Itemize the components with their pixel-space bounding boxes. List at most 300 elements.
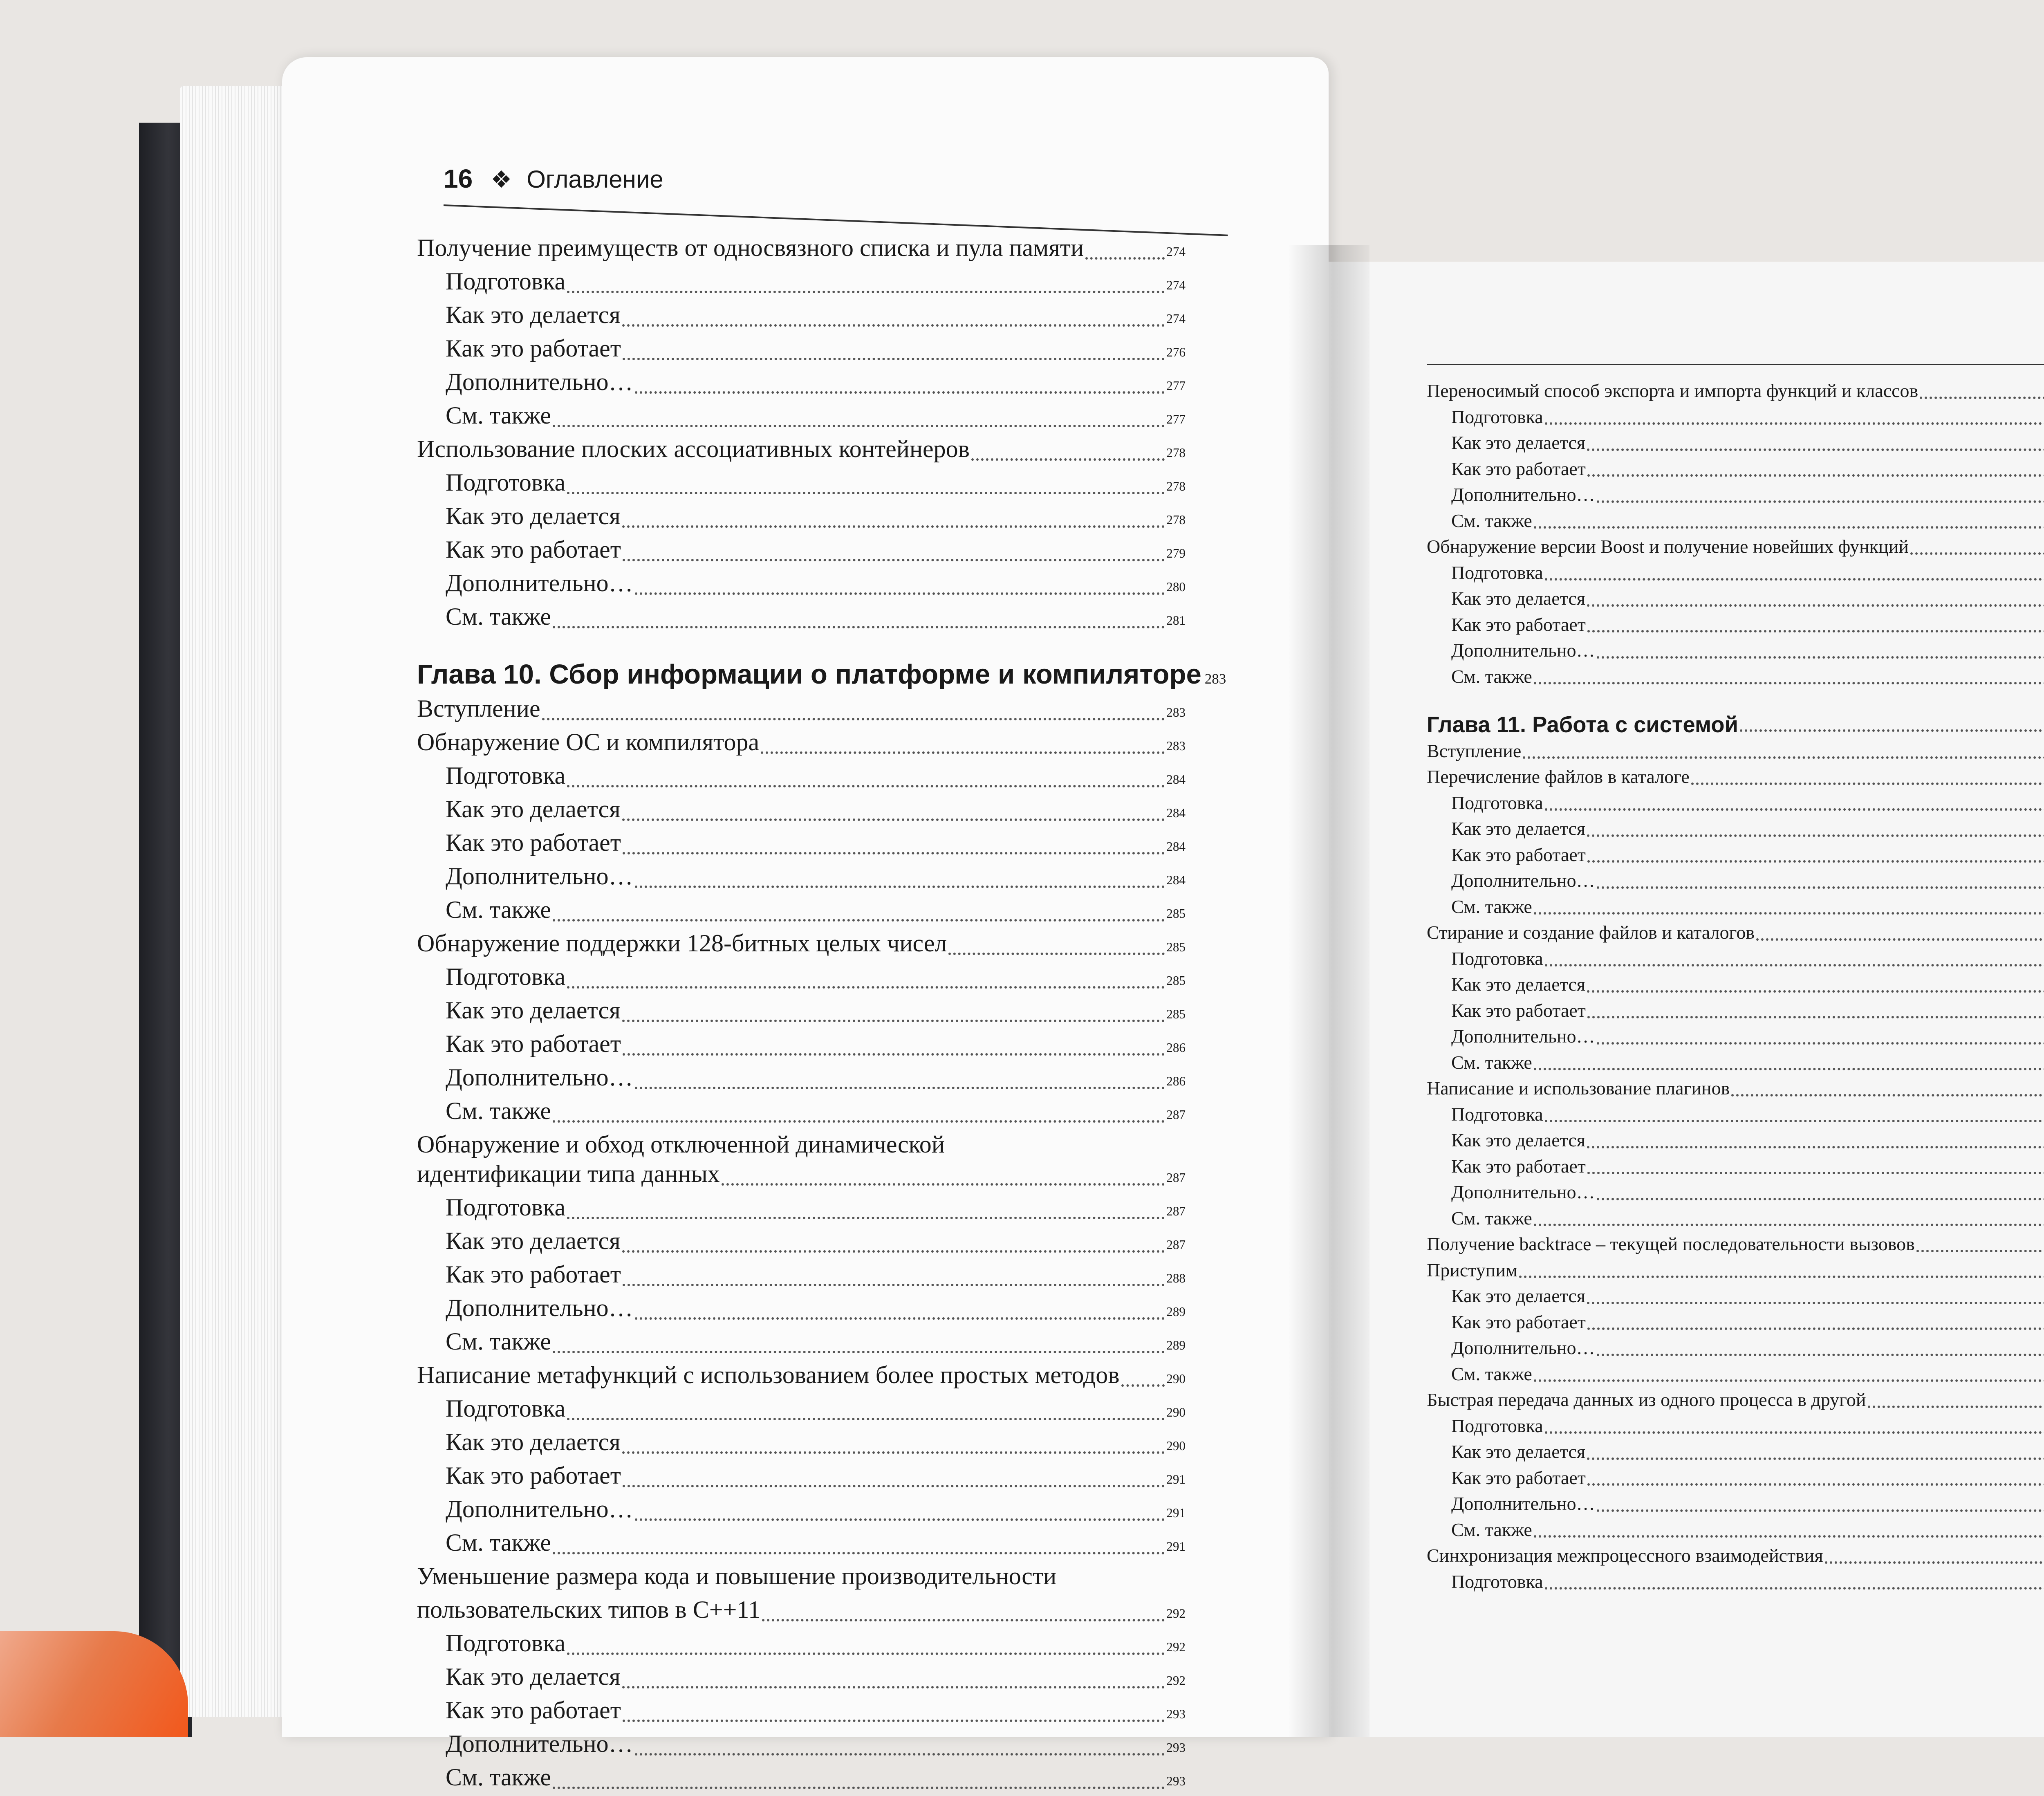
dot-leader <box>623 559 1165 561</box>
toc-entry-title: Как это работает <box>446 1029 621 1058</box>
toc-entry-title: Как это делается <box>446 1662 621 1691</box>
dot-leader <box>622 1250 1165 1253</box>
dot-leader <box>635 1317 1165 1320</box>
toc-subsection-entry <box>417 1260 1186 1293</box>
dot-leader <box>1691 783 2044 785</box>
toc-section-entry <box>1427 764 2044 790</box>
toc-subsection-entry <box>1427 1128 2044 1154</box>
ornament-icon: ❖ <box>491 166 512 193</box>
toc-subsection-entry <box>1427 664 2044 690</box>
toc-entry-page: 285 <box>1166 1000 1186 1029</box>
toc-entry-title: Дополнительно… <box>1451 1335 1595 1361</box>
dot-leader <box>1534 1535 2044 1538</box>
toc-subsection-entry <box>417 1293 1186 1327</box>
toc-entry-title: См. также <box>446 895 551 924</box>
toc-entry-page: 274 <box>1166 237 1186 267</box>
toc-entry-page: 292 <box>1166 1599 1186 1628</box>
toc-entry-page: 284 <box>1166 765 1186 794</box>
toc-section-entry <box>1427 1231 2044 1258</box>
toc-subsection-entry <box>1427 508 2044 534</box>
toc-entry-title: См. также <box>446 602 551 631</box>
toc-entry-page: 288 <box>1166 1264 1186 1293</box>
toc-entry-title: Как это делается <box>1451 816 1585 841</box>
toc-subsection-entry <box>1427 972 2044 998</box>
toc-entry-title: Синхронизация межпроцессного взаимодействия <box>1427 1543 1823 1568</box>
toc-subsection-entry <box>1427 1335 2044 1361</box>
thumb <box>0 1631 188 1737</box>
toc-subsection-entry <box>417 300 1186 334</box>
toc-entry-title: Подготовка <box>1451 1102 1543 1127</box>
toc-subsection-entry <box>417 1226 1186 1260</box>
left-page-header <box>444 164 663 194</box>
dot-leader <box>1523 756 2044 759</box>
dot-leader <box>623 1053 1165 1056</box>
toc-entry-page: 291 <box>1166 1532 1186 1561</box>
toc-entry-title: Дополнительно… <box>1451 1491 1595 1516</box>
toc-entry-title: Как это работает <box>1451 612 1586 637</box>
left-toc-list <box>417 233 1186 1796</box>
toc-entry-page: 274 <box>1166 271 1186 300</box>
toc-entry-title: Как это работает <box>1451 456 1586 482</box>
toc-section-entry <box>417 1561 1186 1595</box>
dot-leader <box>761 751 1165 754</box>
toc-entry-page: 289 <box>1166 1331 1186 1360</box>
toc-entry-title: Вступление <box>417 694 540 723</box>
left-header-rule <box>444 204 1228 236</box>
toc-subsection-entry <box>1427 1361 2044 1388</box>
dot-leader <box>1545 1587 2044 1590</box>
dot-leader <box>553 1787 1165 1789</box>
toc-entry-page: 290 <box>1166 1398 1186 1427</box>
toc-entry-title: См. также <box>1451 1206 1532 1231</box>
toc-subsection-entry <box>1427 1517 2044 1543</box>
book-gutter-shadow <box>1288 245 1369 1737</box>
toc-subsection-entry <box>417 1461 1186 1494</box>
toc-entry-page: 274 <box>1166 304 1186 334</box>
toc-entry-title: Как это работает <box>1451 1309 1586 1335</box>
toc-subsection-entry <box>1427 456 2044 482</box>
toc-entry-title: Глава 10. Сбор информации о платформе и компиляторе <box>417 660 1201 689</box>
dot-leader <box>553 1120 1165 1123</box>
toc-section-entry <box>1427 1076 2044 1102</box>
dot-leader <box>1534 912 2044 915</box>
dot-leader <box>1587 1172 2044 1174</box>
toc-subsection-entry <box>417 1628 1186 1662</box>
toc-entry-title: Как это работает <box>446 1461 621 1490</box>
toc-subsection-entry <box>1427 482 2044 508</box>
dot-leader <box>1740 729 2044 732</box>
right-page <box>1329 262 2044 1737</box>
toc-entry-title: Как это работает <box>1451 1154 1586 1179</box>
toc-section-entry <box>1427 1258 2044 1284</box>
toc-entry-page: 280 <box>1166 572 1186 602</box>
toc-entry-title: Подготовка <box>1451 946 1543 971</box>
toc-entry-title: Обнаружение и обход отключенной динамической <box>417 1130 945 1159</box>
toc-entry-page: 293 <box>1166 1767 1186 1796</box>
toc-entry-page: 293 <box>1166 1700 1186 1729</box>
toc-entry-title: Подготовка <box>1451 560 1543 585</box>
dot-leader <box>722 1183 1165 1186</box>
toc-entry-page: 278 <box>1166 505 1186 535</box>
toc-entry-page: 277 <box>1166 405 1186 434</box>
toc-entry-page: 283 <box>1166 731 1186 761</box>
toc-section-entry <box>417 727 1186 761</box>
toc-subsection-entry <box>417 334 1186 367</box>
toc-entry-title: Как это делается <box>446 1427 621 1457</box>
dot-leader <box>553 425 1165 427</box>
toc-subsection-entry <box>1427 612 2044 638</box>
toc-entry-page: 291 <box>1166 1498 1186 1528</box>
toc-subsection-entry <box>417 761 1186 794</box>
toc-subsection-entry <box>1427 868 2044 894</box>
dot-leader <box>1545 1431 2044 1434</box>
toc-subsection-entry <box>1427 1439 2044 1465</box>
dot-leader <box>1587 834 2044 837</box>
toc-entry-title: Использование плоских ассоциативных контейнеров <box>417 434 970 464</box>
toc-subsection-entry <box>1427 1024 2044 1050</box>
dot-leader <box>1587 1483 2044 1486</box>
toc-subsection-entry <box>417 401 1186 434</box>
toc-subsection-entry <box>1427 1569 2044 1595</box>
dot-leader <box>622 525 1165 528</box>
toc-subsection-entry <box>417 962 1186 996</box>
toc-entry-title: Быстрая передача данных из одного процесса в другой <box>1427 1387 1866 1413</box>
toc-entry-page: 287 <box>1166 1100 1186 1130</box>
toc-section-entry <box>417 1595 1186 1628</box>
toc-subsection-entry <box>1427 998 2044 1024</box>
toc-entry-title: Как это делается <box>1451 1283 1585 1309</box>
toc-entry-title: Дополнительно… <box>446 1494 633 1524</box>
toc-entry-title: См. также <box>446 1528 551 1557</box>
dot-leader <box>622 1451 1165 1454</box>
toc-subsection-entry <box>417 267 1186 300</box>
toc-entry-title: идентификации типа данных <box>417 1159 720 1188</box>
toc-entry-page: 292 <box>1166 1666 1186 1695</box>
toc-subsection-entry <box>1427 842 2044 868</box>
toc-entry-page: 286 <box>1166 1067 1186 1096</box>
dot-leader <box>1587 474 2044 477</box>
toc-section-entry <box>1427 920 2044 946</box>
dot-leader <box>635 1518 1165 1521</box>
toc-section-entry <box>417 1130 1186 1159</box>
toc-entry-page: 285 <box>1166 933 1186 962</box>
toc-entry-title: Как это работает <box>446 1260 621 1289</box>
toc-subsection-entry <box>1427 1491 2044 1517</box>
toc-subsection-entry <box>417 1327 1186 1360</box>
dot-leader <box>542 718 1165 720</box>
toc-subsection-entry <box>1427 816 2044 842</box>
dot-leader <box>1868 1406 2044 1408</box>
toc-entry-page: 283 <box>1166 698 1186 727</box>
toc-section-entry <box>417 1360 1186 1394</box>
toc-subsection-entry <box>417 501 1186 535</box>
dot-leader <box>567 1418 1165 1420</box>
dot-leader <box>1587 448 2044 451</box>
dot-leader <box>1597 656 2044 659</box>
toc-entry-title: Как это работает <box>446 828 621 857</box>
dot-leader <box>1916 1250 2044 1252</box>
toc-entry-title: Получение backtrace – текущей последовательности вызовов <box>1427 1231 1915 1257</box>
toc-entry-title: Дополнительно… <box>446 367 633 397</box>
toc-subsection-entry <box>1427 790 2044 816</box>
dot-leader <box>1587 604 2044 607</box>
toc-entry-title: Дополнительно… <box>1451 868 1595 893</box>
toc-subsection-entry <box>1427 586 2044 612</box>
toc-subsection-entry <box>417 535 1186 568</box>
toc-entry-title: Глава 11. Работа с системой <box>1427 712 1738 738</box>
dot-leader <box>635 592 1165 595</box>
toc-entry-title: Перечисление файлов в каталоге <box>1427 764 1690 789</box>
toc-entry-page: 287 <box>1166 1163 1186 1193</box>
toc-subsection-entry <box>417 1528 1186 1561</box>
dot-leader <box>1545 422 2044 425</box>
toc-section-entry <box>417 694 1186 727</box>
dot-leader <box>1534 526 2044 529</box>
dot-leader <box>1534 1224 2044 1226</box>
toc-subsection-entry <box>417 602 1186 635</box>
dot-leader <box>567 291 1165 293</box>
toc-entry-title: Как это делается <box>1451 430 1585 455</box>
toc-entry-title: См. также <box>1451 894 1532 919</box>
toc-subsection-entry <box>417 468 1186 501</box>
dot-leader <box>1731 1094 2044 1096</box>
toc-entry-title: См. также <box>1451 1361 1532 1387</box>
dot-leader <box>1587 1016 2044 1018</box>
dot-leader <box>1085 257 1165 260</box>
toc-section-entry <box>417 928 1186 962</box>
toc-entry-page: 287 <box>1166 1230 1186 1260</box>
toc-entry-page: 278 <box>1166 438 1186 468</box>
toc-chapter-heading <box>1427 712 2044 738</box>
toc-subsection-entry <box>1427 1283 2044 1309</box>
toc-subsection-entry <box>417 1762 1186 1796</box>
toc-entry-page: 276 <box>1166 338 1186 367</box>
toc-entry-title: Как это работает <box>1451 1465 1586 1491</box>
toc-entry-title: Как это делается <box>1451 972 1585 997</box>
toc-subsection-entry <box>1427 894 2044 920</box>
toc-entry-title: Дополнительно… <box>1451 638 1595 663</box>
dot-leader <box>1587 1457 2044 1460</box>
dot-leader <box>762 1619 1165 1621</box>
dot-leader <box>1597 886 2044 889</box>
dot-leader <box>1597 1198 2044 1200</box>
dot-leader <box>1756 938 2044 941</box>
toc-subsection-entry <box>417 1063 1186 1096</box>
dot-leader <box>622 1020 1165 1022</box>
toc-entry-title: пользовательских типов в C++11 <box>417 1595 760 1624</box>
dot-leader <box>1587 1327 2044 1330</box>
left-page <box>282 57 1329 1737</box>
dot-leader <box>567 1652 1165 1655</box>
dot-leader <box>1545 1120 2044 1122</box>
dot-leader <box>1920 397 2044 399</box>
toc-subsection-entry <box>417 828 1186 861</box>
toc-entry-title: Приступим <box>1427 1258 1517 1283</box>
toc-subsection-entry <box>1427 1413 2044 1439</box>
toc-subsection-entry <box>417 568 1186 602</box>
toc-entry-title: Подготовка <box>1451 1569 1543 1594</box>
toc-entry-title: Как это делается <box>1451 1439 1585 1464</box>
dot-leader <box>1587 990 2044 993</box>
toc-entry-title: Стирание и создание файлов и каталогов <box>1427 920 1755 945</box>
toc-entry-title: Как это работает <box>1451 998 1586 1023</box>
dot-leader <box>553 626 1165 628</box>
dot-leader <box>1587 860 2044 863</box>
toc-entry-title: Дополнительно… <box>1451 482 1595 507</box>
toc-entry-title: Дополнительно… <box>446 1729 633 1758</box>
toc-section-entry <box>417 434 1186 468</box>
toc-entry-title: Подготовка <box>1451 790 1543 816</box>
toc-entry-page: 285 <box>1166 899 1186 928</box>
toc-subsection-entry <box>417 1427 1186 1461</box>
toc-entry-title: Написание и использование плагинов <box>1427 1076 1730 1101</box>
dot-leader <box>1597 1354 2044 1356</box>
toc-subsection-entry <box>417 794 1186 828</box>
dot-leader <box>1534 1068 2044 1070</box>
toc-subsection-entry <box>417 1494 1186 1528</box>
left-running-title: Оглавление <box>527 165 663 193</box>
toc-subsection-entry <box>417 1662 1186 1695</box>
dot-leader <box>1587 1302 2044 1304</box>
dot-leader <box>1121 1384 1165 1387</box>
dot-leader <box>623 1284 1165 1286</box>
toc-entry-title: Подготовка <box>446 1193 565 1222</box>
toc-entry-title: Дополнительно… <box>446 1293 633 1323</box>
toc-entry-page: 287 <box>1166 1197 1186 1226</box>
toc-entry-title: См. также <box>446 1096 551 1126</box>
toc-section-entry <box>417 1159 1186 1193</box>
dot-leader <box>1545 578 2044 581</box>
toc-entry-title: См. также <box>446 1327 551 1356</box>
toc-entry-title: Подготовка <box>1451 1413 1543 1439</box>
dot-leader <box>567 492 1165 494</box>
toc-entry-page: 278 <box>1166 472 1186 501</box>
dot-leader <box>622 324 1165 327</box>
dot-leader <box>623 852 1165 854</box>
toc-entry-page: 284 <box>1166 798 1186 828</box>
toc-subsection-entry <box>1427 404 2044 431</box>
dot-leader <box>1597 1509 2044 1512</box>
dot-leader <box>623 358 1165 360</box>
dot-leader <box>971 458 1165 461</box>
dot-leader <box>1910 552 2044 555</box>
toc-subsection-entry <box>1427 560 2044 586</box>
dot-leader <box>622 818 1165 821</box>
toc-entry-page: 289 <box>1166 1297 1186 1327</box>
toc-entry-title: Как это делается <box>1451 1128 1585 1153</box>
dot-leader <box>1597 500 2044 503</box>
toc-entry-page: 293 <box>1166 1733 1186 1762</box>
toc-entry-page: 279 <box>1166 539 1186 568</box>
toc-entry-title: См. также <box>1451 1517 1532 1543</box>
toc-entry-page: 292 <box>1166 1632 1186 1662</box>
dot-leader <box>553 919 1165 922</box>
toc-subsection-entry <box>417 861 1186 895</box>
dot-leader <box>1545 964 2044 966</box>
toc-entry-page: 284 <box>1166 832 1186 861</box>
dot-leader <box>553 1351 1165 1353</box>
toc-entry-title: Как это делается <box>446 1226 621 1256</box>
toc-subsection-entry <box>1427 1206 2044 1232</box>
toc-section-entry <box>417 233 1186 267</box>
toc-section-entry <box>1427 378 2044 404</box>
toc-subsection-entry <box>417 895 1186 928</box>
toc-section-entry <box>1427 1387 2044 1413</box>
dot-leader <box>567 986 1165 989</box>
right-toc-list <box>1427 378 2044 1595</box>
toc-entry-title: Как это работает <box>446 334 621 363</box>
toc-entry-title: Подготовка <box>446 1628 565 1658</box>
right-header-rule <box>1427 364 2044 365</box>
dot-leader <box>623 1720 1165 1722</box>
toc-entry-title: Подготовка <box>446 468 565 497</box>
dot-leader <box>1597 1042 2044 1045</box>
dot-leader <box>1587 1146 2044 1148</box>
toc-entry-page: 281 <box>1166 606 1186 635</box>
toc-subsection-entry <box>1427 1102 2044 1128</box>
dot-leader <box>567 1217 1165 1219</box>
toc-entry-title: Подготовка <box>446 761 565 790</box>
dot-leader <box>567 785 1165 787</box>
toc-subsection-entry <box>417 1695 1186 1729</box>
toc-entry-title: Обнаружение ОС и компилятора <box>417 727 759 757</box>
dot-leader <box>1587 630 2044 632</box>
dot-leader <box>948 953 1165 955</box>
toc-subsection-entry <box>1427 1154 2044 1180</box>
toc-entry-title: Подготовка <box>1451 404 1543 430</box>
dot-leader <box>635 1087 1165 1089</box>
toc-subsection-entry <box>1427 1309 2044 1336</box>
toc-entry-title: См. также <box>1451 1050 1532 1075</box>
toc-entry-title: Обнаружение поддержки 128-битных целых чисел <box>417 928 947 958</box>
toc-entry-title: Дополнительно… <box>446 568 633 598</box>
toc-entry-title: Подготовка <box>446 267 565 296</box>
toc-subsection-entry <box>417 367 1186 401</box>
toc-entry-title: Вступление <box>1427 738 1521 764</box>
toc-subsection-entry <box>417 1729 1186 1762</box>
toc-entry-page: 290 <box>1166 1364 1186 1394</box>
toc-subsection-entry <box>417 996 1186 1029</box>
toc-entry-title: Как это работает <box>1451 842 1586 868</box>
toc-entry-title: Как это делается <box>446 996 621 1025</box>
toc-entry-page: 285 <box>1166 966 1186 996</box>
toc-entry-title: Подготовка <box>446 1394 565 1423</box>
toc-entry-title: Дополнительно… <box>446 861 633 891</box>
toc-section-entry <box>1427 1543 2044 1569</box>
toc-entry-title: Обнаружение версии Boost и получение новейших функций <box>1427 534 1909 559</box>
dot-leader <box>1519 1276 2044 1278</box>
toc-entry-title: Подготовка <box>446 962 565 991</box>
toc-entry-title: См. также <box>446 1762 551 1792</box>
toc-entry-page: 286 <box>1166 1033 1186 1063</box>
toc-entry-title: Переносимый способ экспорта и импорта функций и классов <box>1427 378 1918 404</box>
toc-entry-title: См. также <box>1451 664 1532 689</box>
toc-subsection-entry <box>1427 1179 2044 1206</box>
toc-entry-title: Дополнительно… <box>1451 1024 1595 1049</box>
dot-leader <box>1825 1561 2044 1564</box>
toc-entry-title: Как это делается <box>446 501 621 531</box>
toc-entry-page: 290 <box>1166 1431 1186 1461</box>
dot-leader <box>1534 682 2044 684</box>
toc-entry-title: Как это делается <box>446 794 621 824</box>
toc-entry-page: 291 <box>1166 1465 1186 1494</box>
toc-entry-title: Как это делается <box>446 300 621 330</box>
dot-leader <box>622 1686 1165 1688</box>
toc-subsection-entry <box>1427 638 2044 664</box>
toc-subsection-entry <box>1427 1050 2044 1076</box>
toc-section-entry <box>1427 534 2044 560</box>
toc-subsection-entry <box>1427 946 2044 972</box>
